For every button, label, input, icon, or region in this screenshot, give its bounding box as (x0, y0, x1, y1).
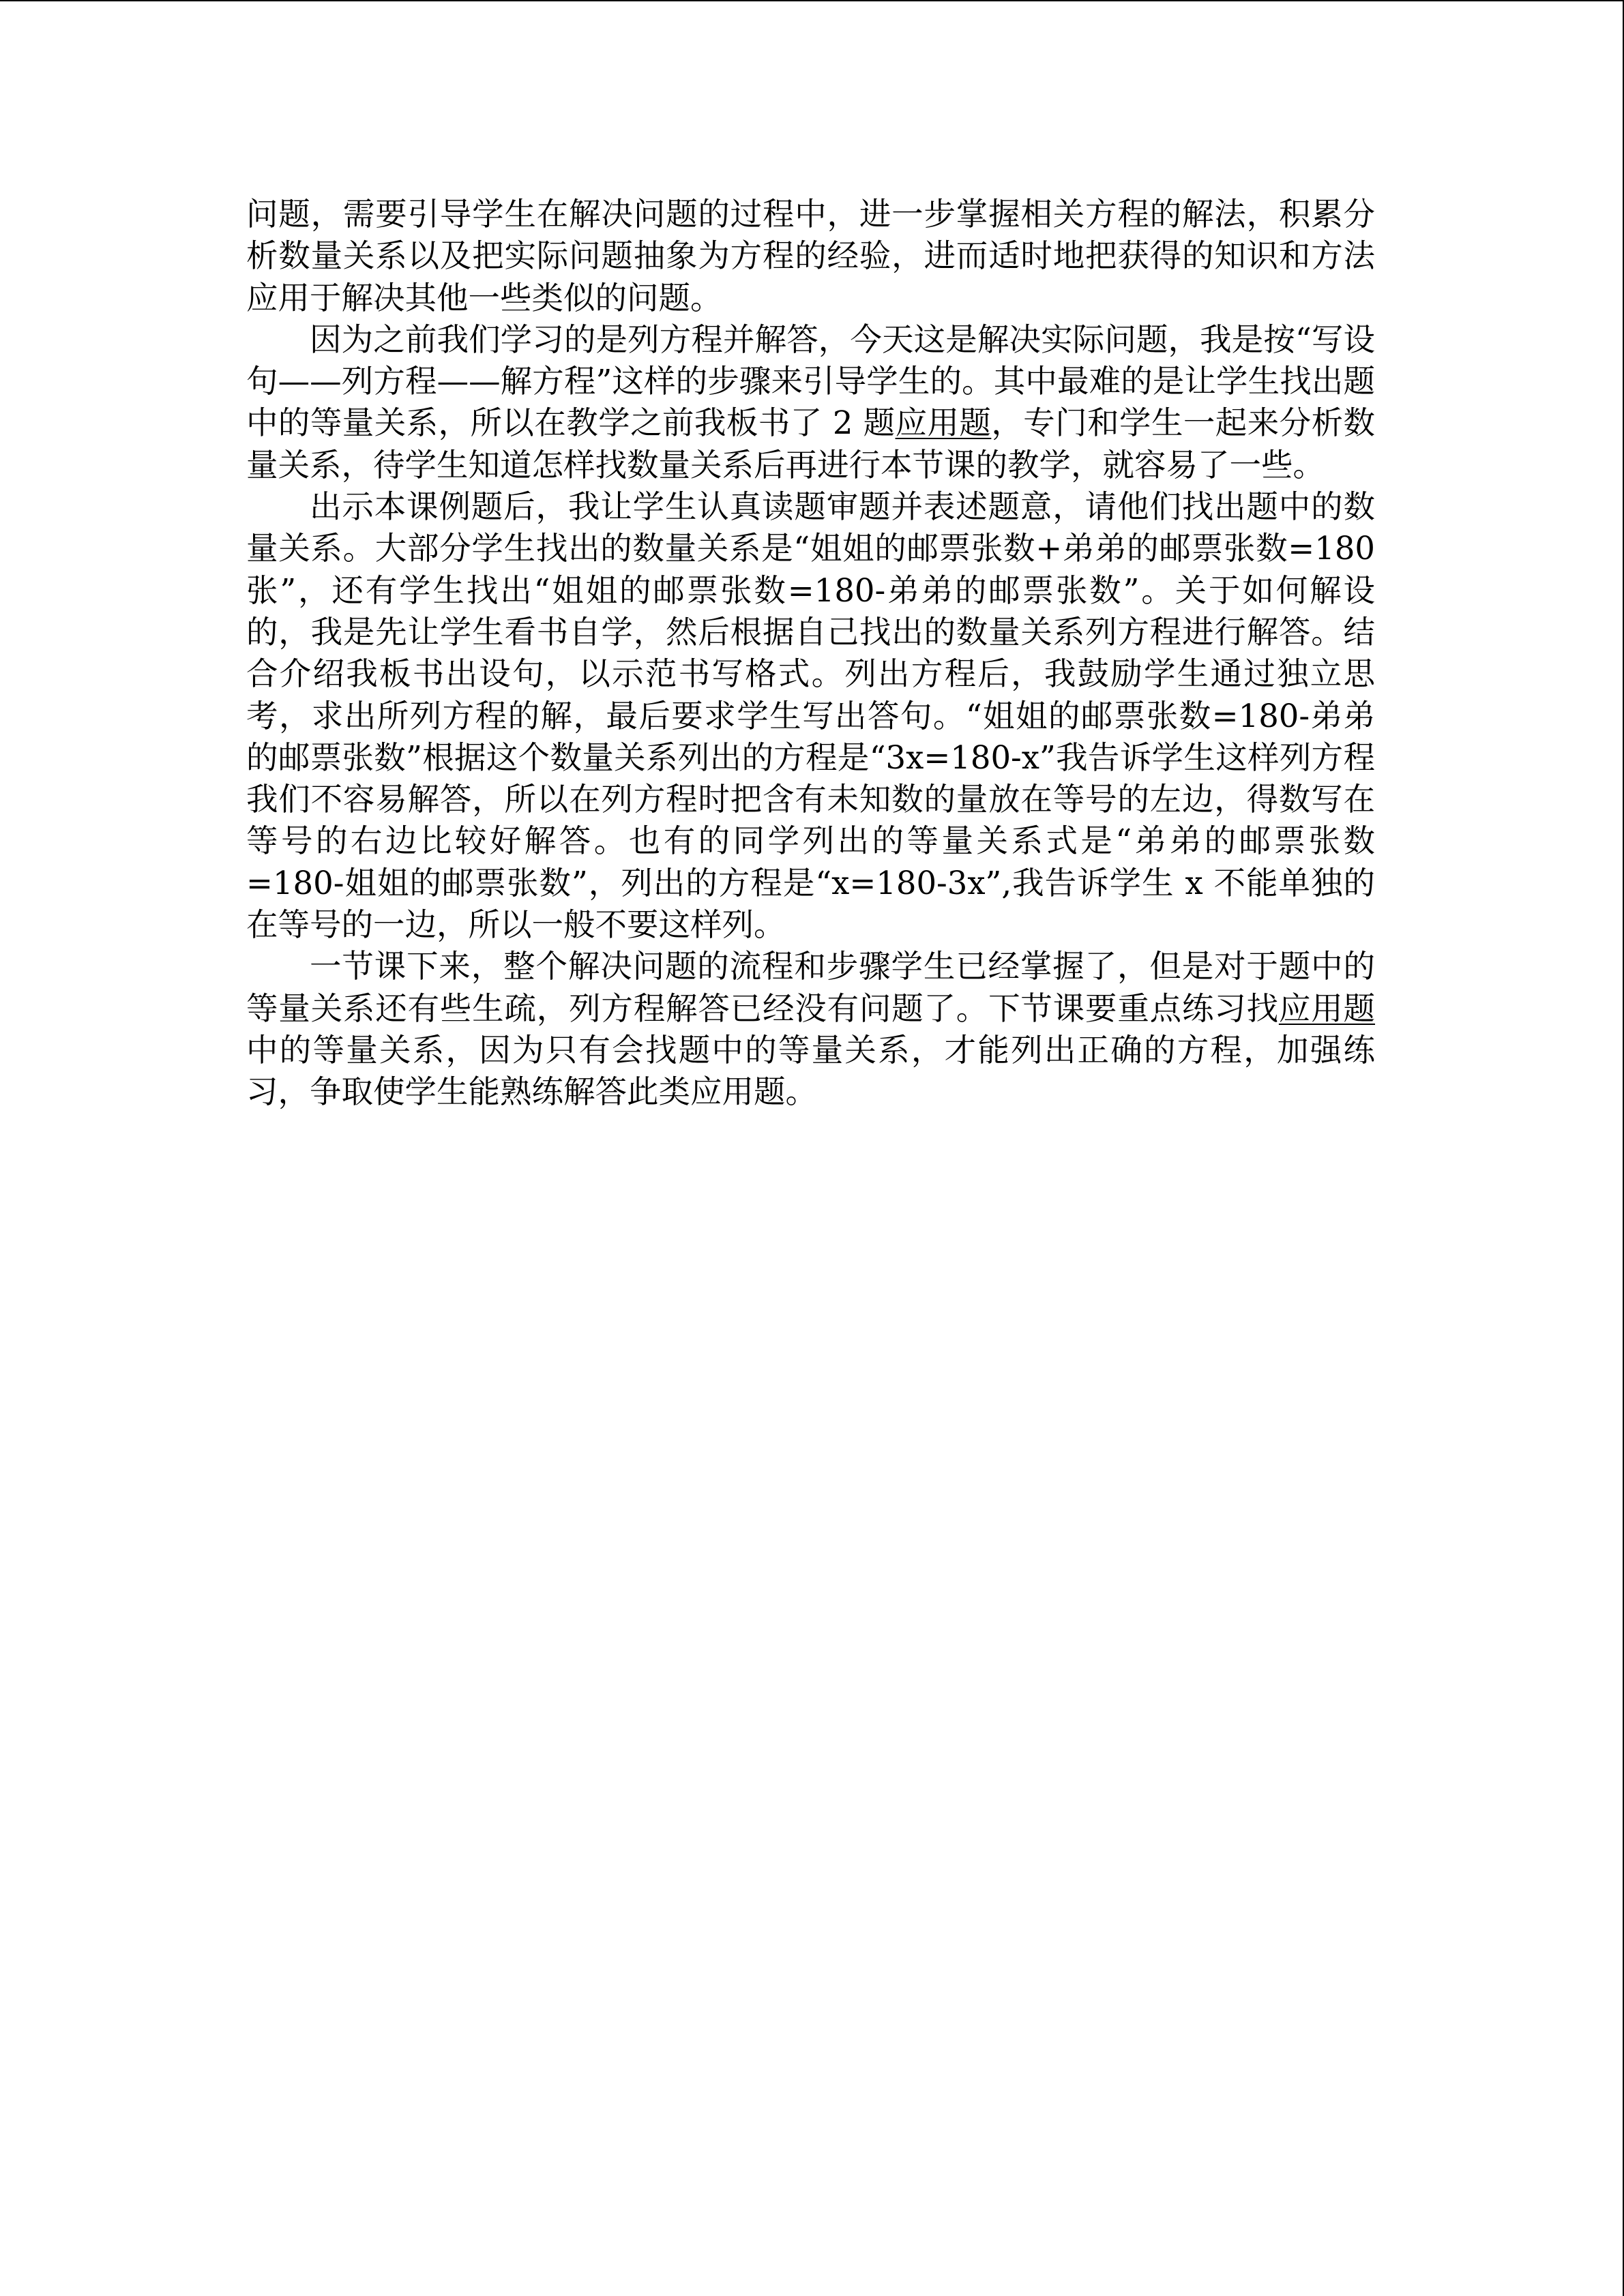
paragraph-2 (246, 319, 1375, 486)
applied-problem-link-1[interactable]: 应用题 (895, 404, 992, 442)
paragraph-4-text-b: 中的等量关系，因为只有会找题中的等量关系，才能列出正确的方程，加强练习，争取使学生能熟练解答此类应用题。 (246, 1031, 1375, 1111)
paragraph-3 (246, 486, 1375, 946)
paragraph-4 (246, 946, 1375, 1113)
paragraph-2-text-b: ，专门和学生一起来分析数量关系，待学生知道怎样找数量关系后再进行本节课的教学，就容易了一些。 (246, 404, 1376, 483)
document-body (246, 194, 1375, 1114)
paragraph-2-text-a: 因为之前我们学习的是列方程并解答，今天这是解决实际问题，我是按“写设句——列方程——解方程”这样的步骤来引导学生的。其中最难的是让学生找出题中的等量关系，所以在教学之前我板书了 2 题 (246, 320, 1375, 442)
applied-problem-link-2[interactable]: 应用题 (1278, 989, 1376, 1027)
paragraph-4-text-a: 一节课下来，整个解决问题的流程和步骤学生已经掌握了，但是对于题中的等量关系还有些生疏，列方程解答已经没有问题了。下节课要重点练习找 (246, 948, 1375, 1027)
paragraph-1-text: 问题，需要引导学生在解决问题的过程中，进一步掌握相关方程的解法，积累分析数量关系以及把实际问题抽象为方程的经验，进而适时地把获得的知识和方法应用于解决其他一些类似的问题。 (246, 196, 1375, 316)
paragraph-3-text: 出示本课例题后，我让学生认真读题审题并表述题意，请他们找出题中的数量关系。大部分学生找出的数量关系是“姐姐的邮票张数+弟弟的邮票张数=180 张”，还有学生找出“姐姐的邮票张数=180-弟弟的邮票张数”。关于如何解设的，我是先让学生看书自学，然后根据自己找出的数量关系列方程进行解答。结合介绍我板书出设句，以示范书写格式。列出方程后，我鼓励学生通过独立思考，求出所列方程的解，最后要求学生写出答句。“姐姐的邮票张数=180-弟弟的邮票张数”根据这个数量关系列出的方程是“3x=180-x”我告诉学生这样列方程我们不容易解答，所以在列方程时把含有未知数的量放在等号的左边，得数写在等号的右边比较好解答。也有的同学列出的等量关系式是“弟弟的邮票张数=180-姐姐的邮票张数”，列出的方程是“x=180-3x”,我告诉学生 x 不能单独的在等号的一边，所以一般不要这样列。 (246, 488, 1375, 944)
paragraph-1 (246, 194, 1375, 319)
